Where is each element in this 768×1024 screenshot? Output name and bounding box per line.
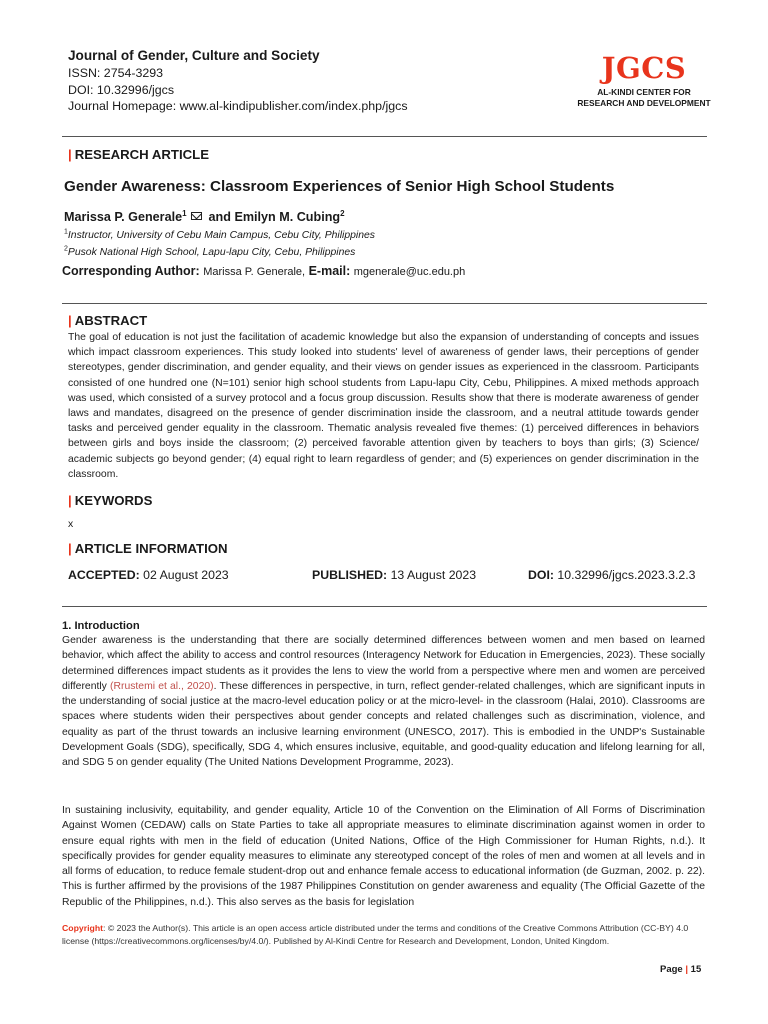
citation-link[interactable]: (Rrustemi et al., 2020) (110, 680, 214, 692)
affiliation-text: Instructor, University of Cebu Main Campus, Cebu City, Philippines (67, 230, 375, 241)
email-label: E-mail (308, 264, 347, 278)
journal-doi: DOI: 10.32996/jgcs (68, 82, 175, 97)
affiliation-marker: 2 (64, 245, 68, 253)
article-title: Gender Awareness: Classroom Experiences of Senior High School Students (64, 178, 615, 195)
article-info-heading (68, 541, 228, 557)
mail-icon[interactable] (191, 212, 202, 220)
copyright-text: : © 2023 the Author(s). This article is an open access article distributed under the terms and conditions of the Creative Commons Attribution (CC-BY) 4.0 license (https://creativecommons.org/licenses/by/4.0/). Published by Al-Kindi Centre for Research and Development, London, United Kingdom. (62, 923, 689, 947)
doi-value[interactable]: 10.32996/jgcs.2023.3.2.3 (557, 568, 696, 582)
page-label: Page (660, 964, 683, 975)
doi-label: DOI: (528, 568, 554, 582)
logo-mark: JGCS (601, 51, 687, 85)
body-divider (62, 606, 707, 607)
published-value: 13 August 2023 (390, 568, 477, 582)
accepted-date (68, 568, 229, 583)
page-separator: | (685, 964, 689, 975)
journal-issn: ISSN: 2754-3293 (68, 66, 164, 80)
author-affiliation-marker: 2 (340, 208, 345, 218)
author-list (64, 209, 345, 225)
keywords-value: x (68, 519, 74, 530)
affiliation-text: Pusok National High School, Lapu-lapu City, Cebu, Philippines (67, 247, 356, 258)
journal-title: Journal of Gender, Culture and Society (68, 48, 320, 63)
introduction-paragraph: In sustaining inclusivity, equitability, and gender equality, Article 10 of the Convention on the Elimination of All Forms of Discrimination Against Women (CEDAW) calls on State Parties to take all appropriate measures to eliminate discrimination against women in order to ensure equal rights with men in the field of education (United Nations, Office of the High Commissioner for Human Rights, n.d.). It specifically provides for gender equality measures to eliminate any stereotyped concept of the roles of men and women at all levels and in all forms of education, to reduce female student-drop out and enhance female access to educational information (de Guzman, 2002. p. 22). This is further affirmed by the provisions of the 1987 Philippines Constitution on gender awareness and equality (The Official Gazette of the Republic of the Philippines, n.d.). This also serves as the basis for legislation (62, 805, 705, 908)
corresponding-email[interactable]: mgenerale@uc.edu.ph (353, 266, 466, 278)
abstract-heading (68, 313, 147, 329)
accent-bar: | (68, 493, 72, 508)
article-doi (528, 568, 696, 583)
accepted-label: ACCEPTED: (68, 568, 140, 582)
corresponding-author: Corresponding Author: Marissa P. Generale, E-mail: mgenerale@uc.edu.ph (62, 264, 466, 278)
copyright-notice (62, 922, 702, 949)
introduction-heading: 1. Introduction (62, 620, 140, 632)
article-type-label: RESEARCH ARTICLE (74, 147, 210, 162)
article-info-heading-label: ARTICLE INFORMATION (74, 541, 228, 556)
author-name: Marissa P. Generale (64, 210, 183, 224)
corresponding-name: Marissa P. Generale, (203, 266, 306, 278)
copyright-label: Copyright (62, 923, 104, 933)
published-label: PUBLISHED: (312, 568, 388, 582)
journal-homepage[interactable]: Journal Homepage: www.al-kindipublisher.com/index.php/jgcs (68, 99, 408, 113)
paragraph-text: Gender awareness is the understanding that there are socially determined differences between women and men based on learned behavior, which affect the ability to access and control resources (Interagency Network for Education in Emergencies, 2023). These socially determined differences impact students as it provides the lens to view the world from a perspective where men and women are perceived differently (62, 635, 705, 692)
affiliation (64, 246, 355, 259)
accent-bar: | (68, 147, 72, 162)
affiliation-marker: 1 (64, 228, 68, 236)
accent-bar: | (68, 313, 72, 328)
affiliation (64, 229, 375, 242)
corresponding-label: Corresponding Author: (62, 264, 200, 278)
abstract-divider (62, 303, 707, 304)
introduction-paragraph (62, 633, 705, 770)
author-affiliation-marker: 1 (182, 208, 187, 218)
abstract-text: The goal of education is not just the facilitation of academic knowledge but also the expansion of understanding of concepts and issues which impact classroom experiences. This study looked into students' level of awareness of gender laws, their perceptions of gender stereotypes, gender discrimination, and gender equality, and their views on gender issues as experienced in the classroom. Participants consisted of one hundred one (N=101) senior high school students from Lapu-lapu City, Cebu, Philippines. A mixed methods approach was used, which consisted of a survey protocol and a focus group discussion. Results show that there is moderate awareness of gender laws and mandates, disagreed on the presence of gender discrimination inside the classroom, and a neutral attitude towards gender tasks and perceived gender equality in the classroom. Thematic analysis revealed five themes: (1) perceived differences in behaviors between girls and boys inside the classroom; (2) perceived favorable attention given by teachers to boys than girls; (3) Science/ academic subjects go beyond gender; (4) equal right to learn regardless of gender; and (5) experiences on gender discrimination in the classroom. (68, 332, 699, 480)
abstract-heading-label: ABSTRACT (74, 313, 148, 328)
page-value: 15 (690, 964, 702, 975)
author-name: Emilyn M. Cubing (234, 210, 341, 224)
journal-info (68, 47, 408, 115)
published-date (312, 568, 476, 583)
publisher-logo (574, 50, 714, 108)
paragraph-text: . These differences in perspective, in turn, reflect gender-related challenges, which are significant inputs in the understanding of social justice at the macro-level education policy or at the micro-level- in the classroom (Halai, 2010). Classrooms are spaces where students widen their perspectives about gender concepts and related challenges such as discrimination, violence, and equality as part of the thrust towards an inclusive learning environment (UNESCO, 2017). This is embodied in the UNDP's Sustainable Development Goals (SDG), specifically, SDG 4, which ensures inclusive, equitable, and good-quality education and lifelong learning for all, and SDG 5 on gender equality (The United Nations Development Programme, 2023). (62, 680, 705, 768)
page-number (660, 964, 701, 976)
keywords-heading-label: KEYWORDS (74, 493, 153, 508)
accepted-value: 02 August 2023 (143, 568, 229, 582)
author-connector: and (208, 210, 231, 224)
logo-subtitle: AL-KINDI CENTER FOR RESEARCH AND DEVELOPMENT (577, 87, 711, 108)
article-type (68, 147, 209, 163)
accent-bar: | (68, 541, 72, 556)
header-divider (62, 136, 707, 137)
keywords-heading (68, 493, 152, 509)
